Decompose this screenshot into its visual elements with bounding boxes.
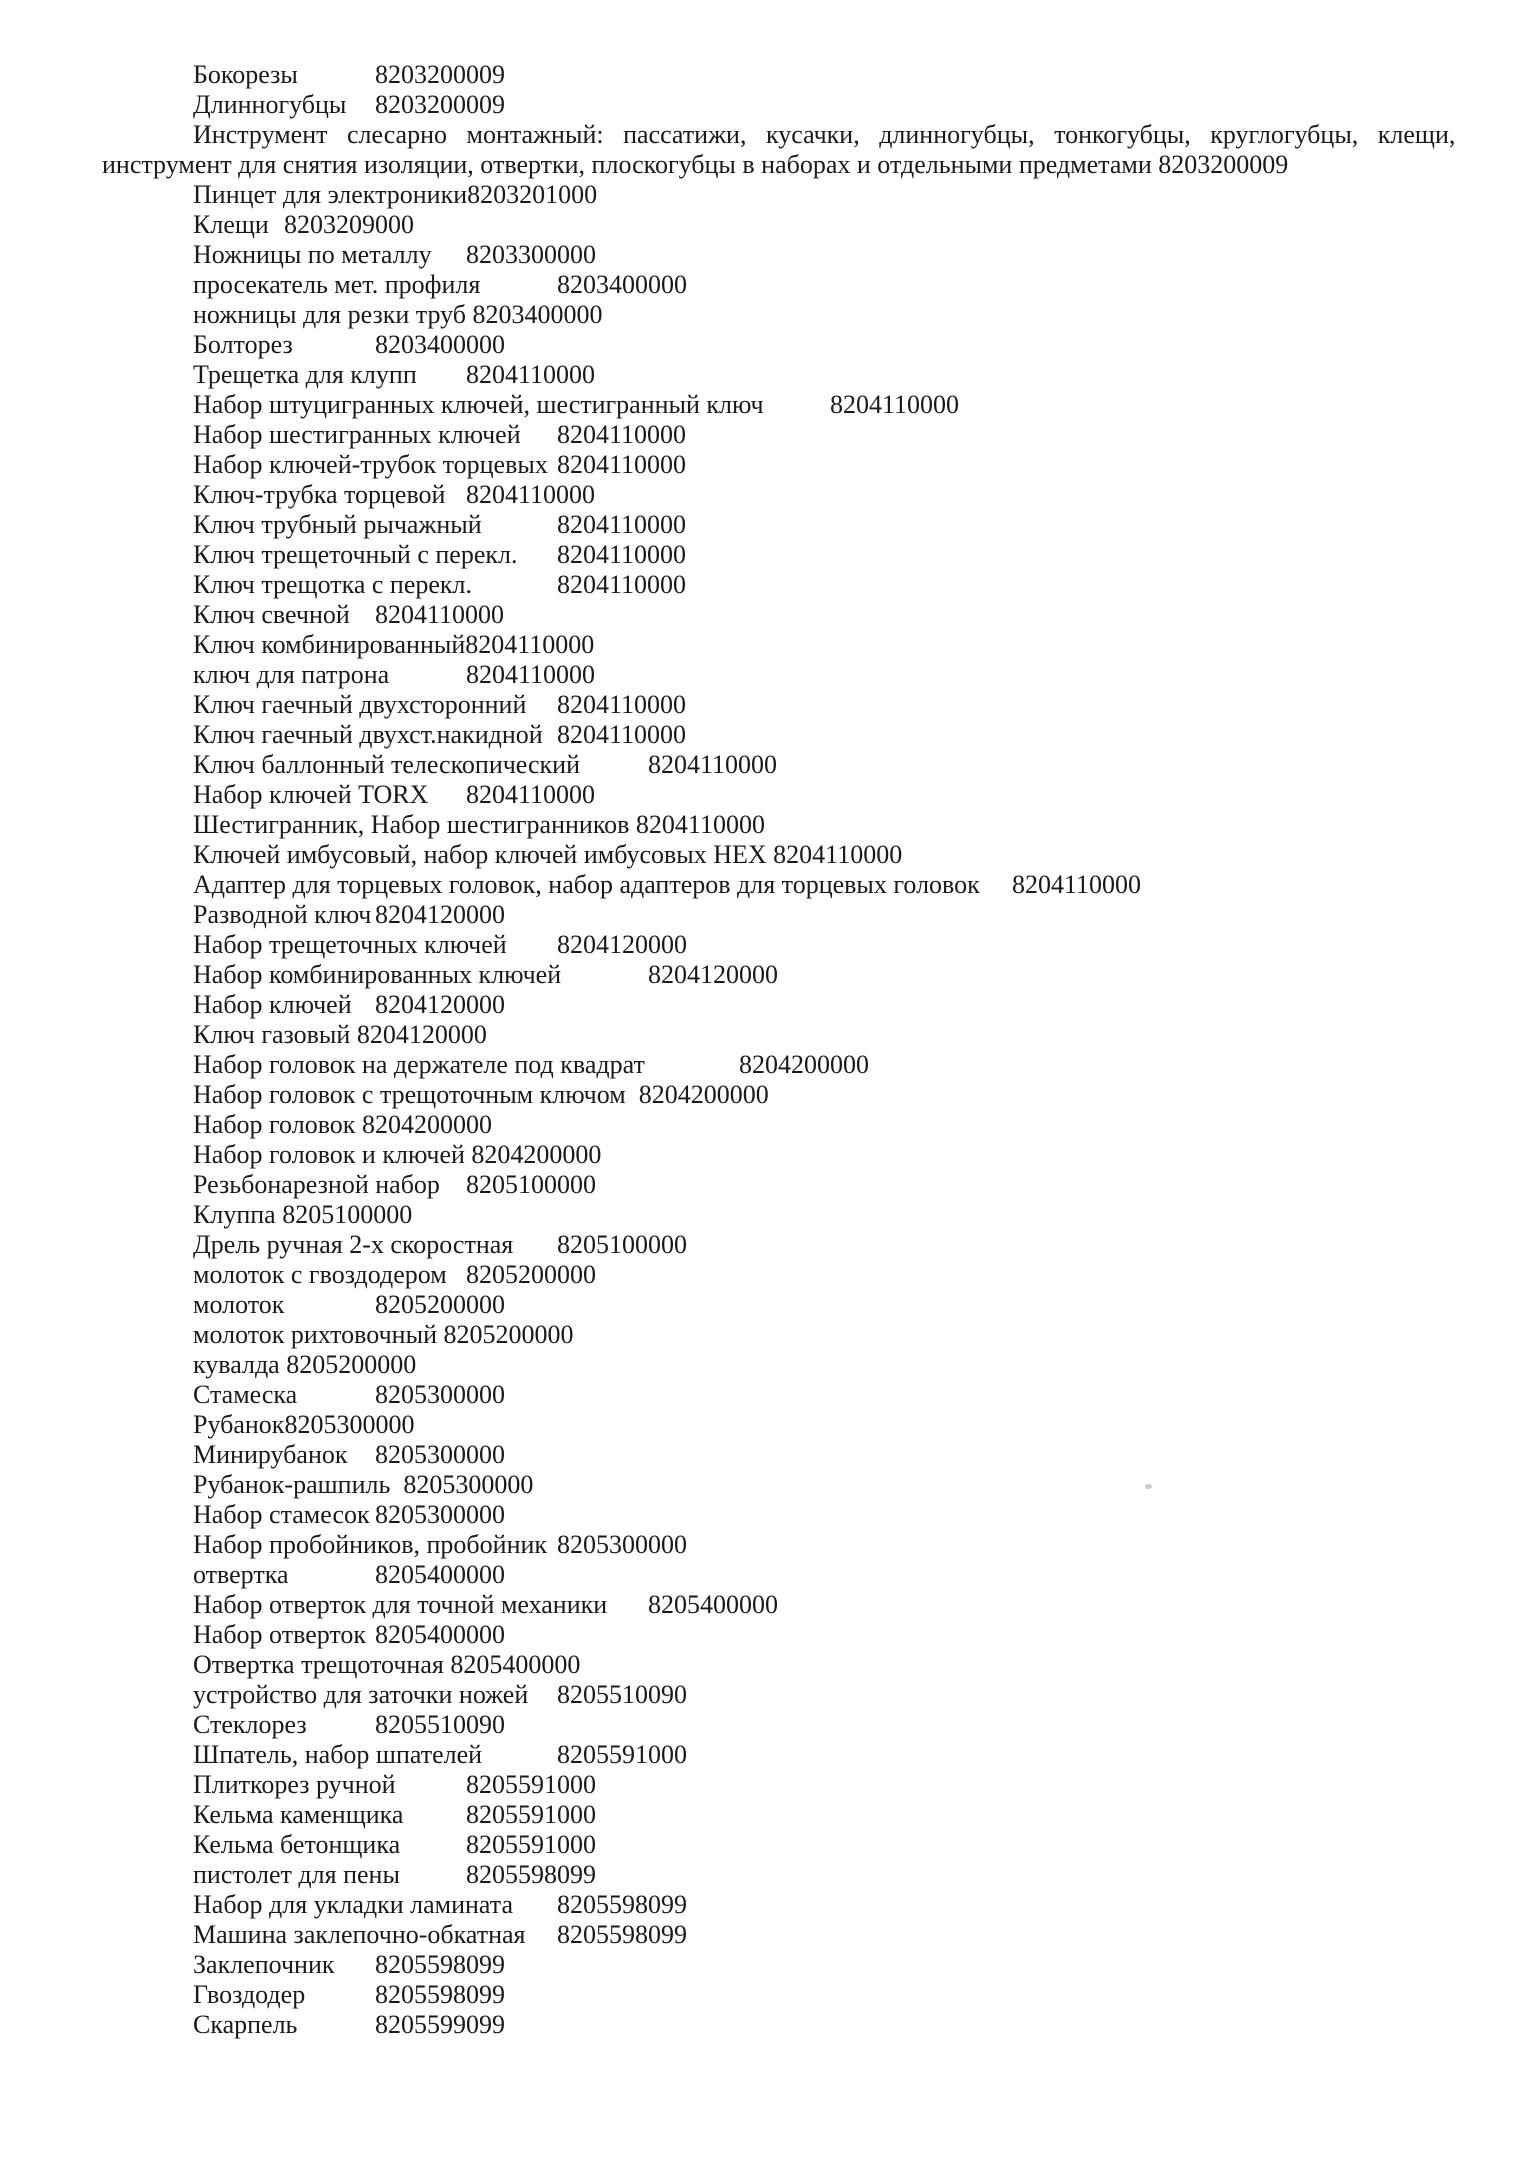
- item-name: Ключ гаечный двухст.накидной: [193, 720, 543, 749]
- list-item: [102, 420, 1459, 450]
- list-item: [102, 1650, 1459, 1680]
- item-name: Рубанок-рашпиль: [193, 1470, 391, 1499]
- list-item: [102, 570, 1459, 600]
- item-name: молоток рихтовочный: [193, 1320, 437, 1349]
- item-code: 8204200000: [739, 1050, 869, 1079]
- item-name: Набор штуцигранных ключей, шестигранный ключ: [193, 390, 764, 419]
- item-name: Разводной ключ: [193, 900, 372, 929]
- list-item: [102, 2010, 1459, 2040]
- list-item: [102, 810, 1459, 840]
- item-name: Набор ключей TORX: [193, 780, 429, 809]
- list-item: [102, 1830, 1459, 1860]
- list-item: [102, 540, 1459, 570]
- item-name: устройство для заточки ножей: [193, 1680, 529, 1709]
- item-name: кувалда: [193, 1350, 280, 1379]
- item-code: 8204110000: [466, 480, 596, 509]
- item-code: 8204120000: [648, 960, 778, 989]
- item-name: Набор трещеточных ключей: [193, 930, 507, 959]
- item-name: Набор головок с трещоточным ключом: [193, 1080, 626, 1109]
- list-item: [102, 930, 1459, 960]
- item-code: 8203400000: [472, 300, 603, 329]
- item-code: 8205300000: [557, 1530, 687, 1559]
- item-name: Ключ баллонный телескопический: [193, 750, 580, 779]
- item-name: Дрель ручная 2-х скоростная: [193, 1230, 514, 1259]
- list-item: [102, 1440, 1459, 1470]
- item-code: 8203400000: [557, 270, 687, 299]
- item-code: 8205598099: [557, 1890, 687, 1919]
- item-name: Набор ключей-трубок торцевых: [193, 450, 548, 479]
- item-code: 8204120000: [375, 900, 505, 929]
- list-item: [102, 1710, 1459, 1740]
- item-code: 8204200000: [471, 1140, 602, 1169]
- item-name: Клещи: [193, 210, 269, 239]
- item-name: Ключ гаечный двухсторонний: [193, 690, 527, 719]
- item-code: 8205100000: [557, 1230, 687, 1259]
- list-item: [102, 90, 1459, 120]
- item-code: 8205300000: [284, 1410, 415, 1439]
- item-name: Набор головок: [193, 1110, 356, 1139]
- item-name: Длинногубцы: [193, 90, 347, 119]
- list-item: [102, 1860, 1459, 1890]
- item-name: Набор пробойников, пробойник: [193, 1530, 548, 1559]
- list-item: [102, 1560, 1459, 1590]
- item-code: 8205300000: [403, 1470, 534, 1499]
- item-code: 8204110000: [466, 360, 596, 389]
- list-item: [102, 360, 1459, 390]
- item-code: 8205598099: [557, 1920, 687, 1949]
- item-code: 8203200009: [375, 90, 505, 119]
- list-item: [102, 600, 1459, 630]
- paragraph-line: [102, 120, 1459, 150]
- item-name: Пинцет для электроники: [193, 180, 468, 209]
- list-item: [102, 780, 1459, 810]
- item-name: Шестигранник, Набор шестигранников: [193, 810, 630, 839]
- item-code: 8204110000: [635, 810, 765, 839]
- item-name: Ключ свечной: [193, 600, 350, 629]
- list-item: [102, 660, 1459, 690]
- list-item: [102, 1920, 1459, 1950]
- item-name: молоток: [193, 1290, 285, 1319]
- list-item: [102, 1350, 1459, 1380]
- list-item: [102, 1290, 1459, 1320]
- item-name: Кельма бетонщика: [193, 1830, 401, 1859]
- list-item: [102, 1320, 1459, 1350]
- item-code: 8204110000: [466, 780, 596, 809]
- item-name: Стамеска: [193, 1380, 298, 1409]
- item-name: Рубанок: [193, 1410, 285, 1439]
- item-name: ножницы для резки труб: [193, 300, 466, 329]
- item-code: 8204120000: [557, 930, 687, 959]
- item-code: 8205591000: [466, 1770, 596, 1799]
- list-item: [102, 480, 1459, 510]
- item-code: 8205598099: [375, 1950, 505, 1979]
- item-code: 8204120000: [375, 990, 505, 1019]
- list-item: [102, 1200, 1459, 1230]
- item-code: 8205200000: [286, 1350, 417, 1379]
- list-item: [102, 840, 1459, 870]
- item-code: 8204110000: [465, 630, 595, 659]
- list-item: [102, 720, 1459, 750]
- item-code: 8205200000: [443, 1320, 574, 1349]
- item-name: Стеклорез: [193, 1710, 307, 1739]
- paragraph-text: Инструмент слесарно монтажный: пассатижи, кусачки, длинногубцы, тонкогубцы, круглогубцы, клещи,: [193, 120, 1456, 149]
- list-item: [102, 180, 1459, 210]
- item-name: Машина заклепочно-обкатная: [193, 1920, 526, 1949]
- item-code: 8204110000: [557, 420, 687, 449]
- list-item: [102, 510, 1459, 540]
- item-code: 8205100000: [466, 1170, 596, 1199]
- item-code: 8204110000: [557, 690, 687, 719]
- item-code: 8204110000: [557, 570, 687, 599]
- item-name: Минирубанок: [193, 1440, 348, 1469]
- item-name: отвертка: [193, 1560, 289, 1589]
- item-name: Отвертка трещоточная: [193, 1650, 444, 1679]
- item-name: Ключ газовый: [193, 1020, 351, 1049]
- paragraph-line: [102, 150, 1459, 180]
- list-item: [102, 960, 1459, 990]
- list-item: [102, 870, 1459, 900]
- item-name: Ключей имбусовый, набор ключей имбусовых HEX: [193, 840, 767, 869]
- item-code: 8205510090: [375, 1710, 505, 1739]
- list-item: [102, 1230, 1459, 1260]
- item-name: Шпатель, набор шпателей: [193, 1740, 483, 1769]
- list-item: [102, 690, 1459, 720]
- item-name: Плиткорез ручной: [193, 1770, 396, 1799]
- scan-speck-artifact: [1145, 1484, 1152, 1489]
- list-item: [102, 1020, 1459, 1050]
- list-item: [102, 240, 1459, 270]
- item-code: 8204110000: [557, 510, 687, 539]
- list-item: [102, 60, 1459, 90]
- item-name: Набор стамесок: [193, 1500, 370, 1529]
- list-item: [102, 1680, 1459, 1710]
- item-name: Скарпель: [193, 2010, 298, 2039]
- item-name: Болторез: [193, 330, 293, 359]
- list-item: [102, 1530, 1459, 1560]
- item-code: 8205400000: [375, 1620, 505, 1649]
- list-item: [102, 1140, 1459, 1170]
- list-item: [102, 1770, 1459, 1800]
- item-code: 8204110000: [557, 450, 687, 479]
- list-item: [102, 900, 1459, 930]
- item-code: 8205400000: [648, 1590, 778, 1619]
- item-code: 8203209000: [284, 210, 414, 239]
- list-item: [102, 990, 1459, 1020]
- item-name: Набор для укладки ламината: [193, 1890, 514, 1919]
- item-name: Ножницы по металлу: [193, 240, 432, 269]
- item-code: 8205598099: [375, 1980, 505, 2009]
- item-code: 8204200000: [638, 1080, 769, 1109]
- item-code: 8204110000: [1012, 870, 1142, 899]
- item-code: 8205591000: [466, 1830, 596, 1859]
- item-code: 8205400000: [450, 1650, 581, 1679]
- list-item: [102, 1260, 1459, 1290]
- item-code: 8203400000: [375, 330, 505, 359]
- list-item: [102, 1380, 1459, 1410]
- item-name: ключ для патрона: [193, 660, 390, 689]
- list-item: [102, 1740, 1459, 1770]
- item-name: Набор комбинированных ключей: [193, 960, 562, 989]
- list-item: [102, 630, 1459, 660]
- item-name: Набор шестигранных ключей: [193, 420, 521, 449]
- item-code: 8203300000: [466, 240, 596, 269]
- item-name: Кельма каменщика: [193, 1800, 404, 1829]
- item-code: 8205598099: [466, 1860, 596, 1889]
- item-name: Трещетка для клупп: [193, 360, 417, 389]
- list-item: [102, 1620, 1459, 1650]
- item-code: 8204110000: [466, 660, 596, 689]
- item-name: молоток с гвоздодером: [193, 1260, 447, 1289]
- paragraph-text: инструмент для снятия изоляции, отвертки, плоскогубцы в наборах и отдельными предметами 8203200009: [102, 150, 1289, 179]
- item-code: 8204110000: [830, 390, 960, 419]
- item-code: 8203201000: [467, 180, 598, 209]
- list-item: [102, 1410, 1459, 1440]
- item-name: Клуппа: [193, 1200, 276, 1229]
- item-code: 8204120000: [356, 1020, 487, 1049]
- list-item: [102, 1800, 1459, 1830]
- item-code: 8205400000: [375, 1560, 505, 1589]
- list-item: [102, 1470, 1459, 1500]
- item-name: Ключ комбинированный: [193, 630, 466, 659]
- item-code: 8204110000: [773, 840, 903, 869]
- item-name: Набор ключей: [193, 990, 352, 1019]
- item-name: Ключ трещеточный с перекл.: [193, 540, 518, 569]
- list-item: [102, 1050, 1459, 1080]
- item-name: Набор головок на держателе под квадрат: [193, 1050, 645, 1079]
- item-name: Набор отверток для точной механики: [193, 1590, 608, 1619]
- item-name: Адаптер для торцевых головок, набор адаптеров для торцевых головок: [193, 870, 980, 899]
- item-code: 8204110000: [557, 540, 687, 569]
- list-item: [102, 330, 1459, 360]
- item-code: 8205300000: [375, 1440, 505, 1469]
- list-item: [102, 300, 1459, 330]
- item-name: просекатель мет. профиля: [193, 270, 481, 299]
- item-name: Ключ-трубка торцевой: [193, 480, 446, 509]
- item-code: 8205300000: [375, 1500, 505, 1529]
- item-code: 8204110000: [375, 600, 505, 629]
- list-item: [102, 1590, 1459, 1620]
- item-code: 8203200009: [375, 60, 505, 89]
- item-name: Набор отверток: [193, 1620, 367, 1649]
- item-name: Гвоздодер: [193, 1980, 306, 2009]
- list-item: [102, 1080, 1459, 1110]
- list-item: [102, 210, 1459, 240]
- item-code: 8205300000: [375, 1380, 505, 1409]
- item-name: Резьбонарезной набор: [193, 1170, 440, 1199]
- item-name: Набор головок и ключей: [193, 1140, 465, 1169]
- item-code: 8205591000: [557, 1740, 687, 1769]
- item-name: Заклепочник: [193, 1950, 335, 1979]
- item-code: 8205591000: [466, 1800, 596, 1829]
- list-item: [102, 1500, 1459, 1530]
- item-name: Бокорезы: [193, 60, 298, 89]
- list-item: [102, 1980, 1459, 2010]
- list-item: [102, 450, 1459, 480]
- item-code: 8205100000: [282, 1200, 413, 1229]
- item-name: пистолет для пены: [193, 1860, 400, 1889]
- list-item: [102, 1950, 1459, 1980]
- list-item: [102, 390, 1459, 420]
- item-code: 8205200000: [375, 1290, 505, 1319]
- item-code: 8204110000: [557, 720, 687, 749]
- item-name: Ключ трещотка с перекл.: [193, 570, 473, 599]
- item-code: 8204200000: [361, 1110, 492, 1139]
- item-code: 8204110000: [648, 750, 778, 779]
- item-code: 8205599099: [375, 2010, 505, 2039]
- list-item: [102, 270, 1459, 300]
- list-item: [102, 750, 1459, 780]
- item-code: 8205200000: [466, 1260, 596, 1289]
- tool-code-list: [102, 60, 1459, 2040]
- item-name: Ключ трубный рычажный: [193, 510, 482, 539]
- item-code: 8205510090: [557, 1680, 687, 1709]
- list-item: [102, 1890, 1459, 1920]
- list-item: [102, 1170, 1459, 1200]
- list-item: [102, 1110, 1459, 1140]
